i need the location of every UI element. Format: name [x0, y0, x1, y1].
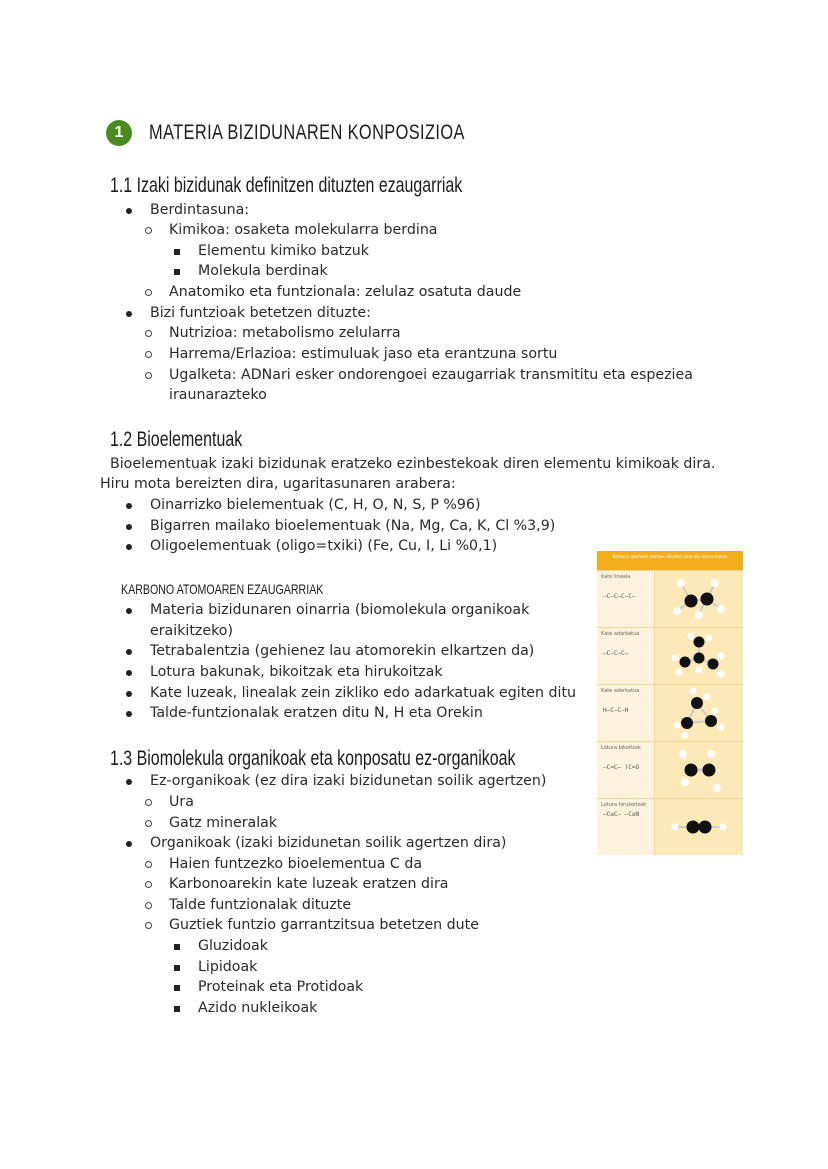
bullet-square-icon: [174, 998, 180, 1018]
figure-formula: –C=C– )C=O: [603, 764, 640, 771]
bullet-circle-icon: [145, 365, 152, 385]
molecule-model-icon: [655, 742, 743, 798]
figure-formula: –C≡C– –C≡N: [603, 811, 640, 818]
bullet-circle-icon: [145, 854, 152, 874]
figure-row-label: Kate adarkatua: [601, 631, 640, 637]
bullet-dot-icon: [126, 771, 132, 791]
bullet-square-icon: [174, 936, 180, 956]
subsection-title-1-2: 1.2 Bioelementuak: [110, 428, 243, 451]
list-item: Anatomiko eta funtzionala: zelulaz osatuta daude: [169, 284, 522, 300]
bullet-dot-icon: [126, 662, 132, 682]
list-item: Elementu kimiko batzuk: [198, 243, 369, 259]
molecule-model-icon: [655, 685, 743, 741]
section-title: MATERIA BIZIDUNAREN KONPOSIZIOA: [149, 121, 465, 144]
list-item: Proteinak eta Protidoak: [198, 979, 364, 995]
list-item: Lipidoak: [198, 959, 258, 975]
list-item: Organikoak (izaki bizidunetan soilik agertzen dira): [150, 835, 507, 851]
bullet-dot-icon: [126, 536, 132, 556]
list-item: Ugalketa: ADNari esker ondorengoei ezaugarriak transmititu eta espeziea: [169, 367, 693, 383]
bullet-dot-icon: [126, 200, 132, 220]
bullet-dot-icon: [126, 516, 132, 536]
list-item: Molekula berdinak: [198, 263, 328, 279]
bullet-circle-icon: [145, 220, 152, 240]
list-item: Ura: [169, 794, 194, 810]
list-item: Gluzidoak: [198, 938, 268, 954]
list-item: Oligoelementuak (oligo=txiki) (Fe, Cu, I, Li %0,1): [150, 538, 498, 554]
list-item: Berdintasuna:: [150, 202, 250, 218]
list-item: Haien funtzezko bioelementua C da: [169, 856, 423, 872]
figure-formula: –C–C–C–: [603, 650, 629, 657]
bullet-square-icon: [174, 261, 180, 281]
carbon-chains-figure: [597, 551, 743, 850]
figure-row: [597, 570, 743, 627]
list-item: Kate luzeak, linealak zein zikliko edo adarkatuak egiten ditu: [150, 685, 577, 701]
molecule-model-icon: [655, 628, 743, 684]
list-item: Materia bizidunaren oinarria (biomolekula organikoak: [150, 602, 530, 618]
bullet-circle-icon: [145, 895, 152, 915]
list-item: Gatz mineralak: [169, 815, 278, 831]
list-item: Oinarrizko bielementuak (C, H, O, N, S, P %96): [150, 497, 481, 513]
bullet-circle-icon: [145, 344, 152, 364]
bullet-square-icon: [174, 241, 180, 261]
list-item: Bizi funtzioak betetzen dituzte:: [150, 305, 371, 321]
list-item: Nutrizioa: metabolismo zelularra: [169, 325, 401, 341]
bullet-circle-icon: [145, 915, 152, 935]
bullet-dot-icon: [126, 495, 132, 515]
figure-row-label: Kate lineala: [601, 574, 631, 580]
molecule-model-icon: [655, 799, 743, 855]
list-item: Talde funtzionalak dituzte: [169, 897, 352, 913]
list-item-continuation: eraikitzeko): [150, 623, 234, 639]
list-item: Karbonoarekin kate luzeak eratzen dira: [169, 876, 449, 892]
list-item: Guztiek funtzio garrantzitsua betetzen dute: [169, 917, 479, 933]
bullet-dot-icon: [126, 600, 132, 620]
bullet-dot-icon: [126, 303, 132, 323]
figure-formula: –C–C–C–C–: [603, 593, 636, 600]
section-number-badge: 1: [106, 120, 132, 146]
bullet-square-icon: [174, 957, 180, 977]
list-item: Harrema/Erlazioa: estimuluak jaso eta erantzuna sortu: [169, 346, 558, 362]
figure-row: [597, 741, 743, 798]
bullet-circle-icon: [145, 813, 152, 833]
bullet-square-icon: [174, 977, 180, 997]
figure-row: [597, 627, 743, 684]
bullet-dot-icon: [126, 641, 132, 661]
figure-row-label: Lotura hirukoitzak: [601, 802, 647, 808]
subsection-title-1-1: 1.1 Izaki bizidunak definitzen dituzten ezaugarriak: [110, 174, 463, 197]
figure-row: [597, 684, 743, 741]
karbono-title: KARBONO ATOMOAREN EZAUGARRIAK: [121, 581, 324, 597]
bullet-circle-icon: [145, 874, 152, 894]
list-item: Lotura bakunak, bikoitzak eta hirukoitzak: [150, 664, 443, 680]
bullet-circle-icon: [145, 323, 152, 343]
section-heading: [106, 120, 554, 146]
figure-row: [597, 798, 743, 855]
bullet-dot-icon: [126, 833, 132, 853]
list-item: Talde-funtzionalak eratzen ditu N, H eta Orekin: [150, 705, 483, 721]
list-item: Azido nukleikoak: [198, 1000, 318, 1016]
list-item-continuation: iraunarazteko: [169, 387, 267, 403]
figure-row-label: Kate adarkatua: [601, 688, 640, 694]
paragraph-line: Hiru mota bereizten dira, ugaritasunaren arabera:: [100, 476, 456, 492]
molecule-model-icon: [655, 571, 743, 627]
list-item: Ez-organikoak (ez dira izaki bizidunetan soilik agertzen): [150, 773, 547, 789]
bullet-dot-icon: [126, 683, 132, 703]
bullet-dot-icon: [126, 703, 132, 723]
subsection-title-1-3: 1.3 Biomolekula organikoak eta konposatu ez-organikoak: [110, 747, 516, 770]
bullet-circle-icon: [145, 792, 152, 812]
list-item: Tetrabalentzia (gehienez lau atomorekin elkartzen da): [150, 643, 535, 659]
list-item: Kimikoa: osaketa molekularra berdina: [169, 222, 438, 238]
paragraph-line: Bioelementuak izaki bizidunak eratzeko ezinbestekoak diren elementu kimikoak dira.: [110, 456, 716, 472]
bullet-circle-icon: [145, 282, 152, 302]
figure-header: Karbono atomoak osatzen dituzten kate eta lotura motak: [597, 551, 743, 570]
figure-formula: H–C–C–H: [603, 707, 629, 714]
list-item: Bigarren mailako bioelementuak (Na, Mg, Ca, K, Cl %3,9): [150, 518, 556, 534]
figure-row-label: Lotura bikoitzak: [601, 745, 641, 751]
